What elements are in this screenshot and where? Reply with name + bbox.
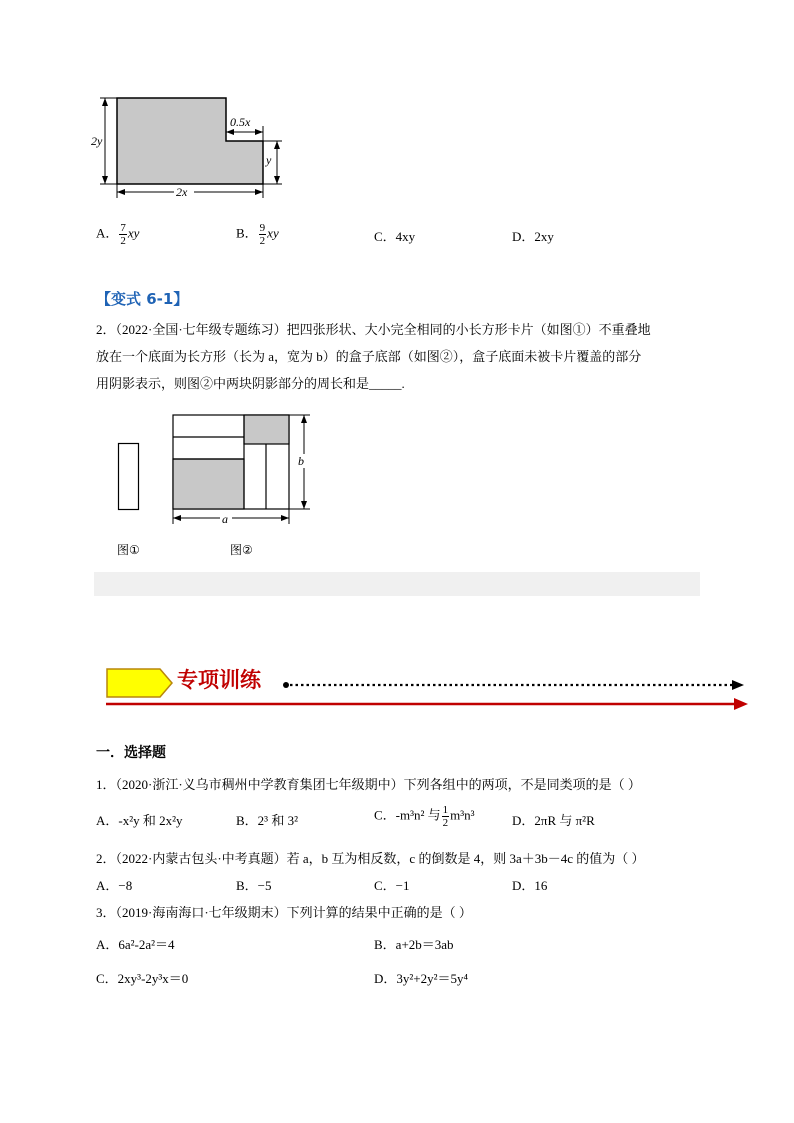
q1-option-d[interactable]: D．2xy <box>512 229 554 244</box>
q1-option-c[interactable]: C．4xy <box>374 229 416 244</box>
q2-stem: 2．（2022·全国·七年级专题练习）把四张形状、大小完全相同的小长方形卡片（如图①）不重叠地 放在一个底面为长方形（长为 a，宽为 b）的盒子底部（如图②），盒子底面未被卡片覆盖的部分 用阴影表示，则图②中两块阴影部分的周长和是_____. <box>96 322 651 391</box>
box-figure <box>168 410 318 530</box>
mc2-option-d[interactable]: D．16 <box>512 878 548 893</box>
mc1-option-b[interactable]: B．2³ 和 3² <box>236 813 298 828</box>
fig2-caption: 图② <box>230 543 253 557</box>
mc1-option-d[interactable]: D．2πR 与 π²R <box>512 813 595 828</box>
answer-area[interactable] <box>94 572 700 596</box>
mc2-option-b[interactable]: B．−5 <box>236 878 272 893</box>
label-05x: 0.5x <box>230 115 251 129</box>
mc1-option-c[interactable]: C．-m³n² 与 $\frac{1}{2}$ m³n³ <box>374 804 475 829</box>
q1-option-b[interactable]: B． $\frac{9}{2}$ xy <box>236 222 279 247</box>
section-title: 专项训练 <box>177 667 261 692</box>
fig1-caption: 图① <box>117 543 140 557</box>
mc1-option-a[interactable]: A．-x²y 和 2x²y <box>96 813 183 828</box>
variant-tag: 【变式 6-1】 <box>96 290 189 308</box>
mc3-option-d[interactable]: D．3y²+2y²＝5y⁴ <box>374 971 469 986</box>
mc2-stem: 2．（2022·内蒙古包头·中考真题）若 a，b 互为相反数，c 的倒数是 4，则 3a＋3b－4c 的值为（ ） <box>96 851 645 866</box>
mc3-option-c[interactable]: C．2xy³-2y³x＝0 <box>96 971 189 986</box>
mc3-option-a[interactable]: A．6a²-2a²＝4 <box>96 937 175 952</box>
l-shape-figure <box>90 88 290 210</box>
label-2y: 2y <box>91 134 103 148</box>
mc1-stem: 1．（2020·浙江·义乌市稠州中学教育集团七年级期中）下列各组中的两项，不是同类项的是（ ） <box>96 777 641 792</box>
part-heading: 一．选择题 <box>96 745 166 761</box>
label-a: a <box>222 512 228 526</box>
label-2x: 2x <box>176 185 188 199</box>
mc3-stem: 3．（2019·海南海口·七年级期末）下列计算的结果中正确的是（ ） <box>96 905 472 920</box>
mc2-option-c[interactable]: C．−1 <box>374 878 410 893</box>
label-y: y <box>266 153 272 167</box>
card-figure <box>117 442 141 512</box>
mc2-option-a[interactable]: A．−8 <box>96 878 133 893</box>
mc3-option-b[interactable]: B．a+2b＝3ab <box>374 937 454 952</box>
q1-option-a[interactable]: A． $\frac{7}{2}$ xy <box>96 222 140 247</box>
label-b: b <box>298 454 304 468</box>
